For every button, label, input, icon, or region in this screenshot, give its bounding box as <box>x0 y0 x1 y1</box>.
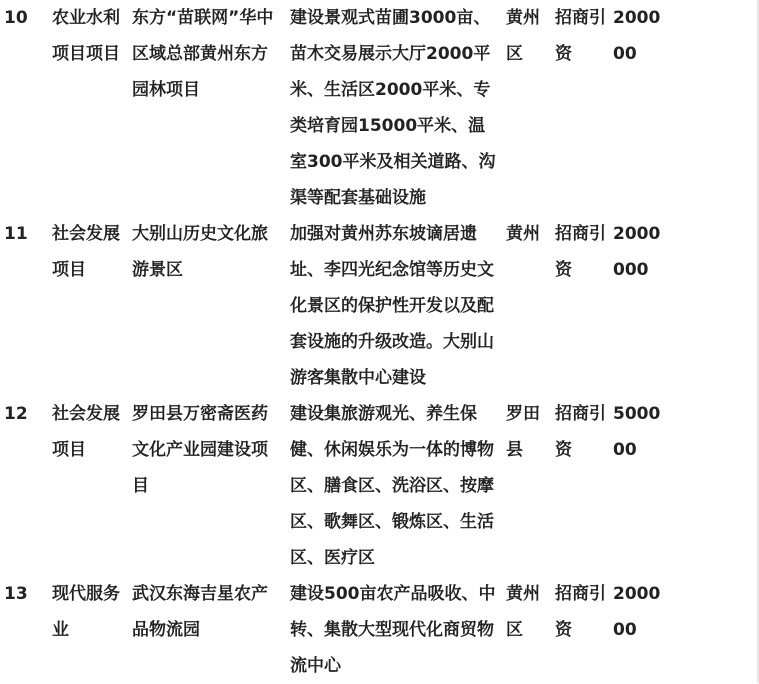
investment-amount: 200000 <box>613 8 661 64</box>
project-category: 社会发展项目 <box>52 224 120 280</box>
cooperation-mode: 招商引资 <box>555 224 606 280</box>
project-content: 建设500亩农产品吸收、中转、集散大型现代化商贸物流中心 <box>290 584 496 676</box>
investment-amount: 200000 <box>613 584 661 640</box>
cooperation-mode: 招商引资 <box>555 8 606 64</box>
project-name: 罗田县万密斋医药文化产业园建设项目 <box>132 404 268 496</box>
table-row <box>0 396 757 576</box>
project-location: 罗田县 <box>506 404 540 460</box>
row-number: 10 <box>4 8 28 28</box>
project-location: 黄州区 <box>506 8 540 64</box>
project-category: 农业水利项目项目 <box>52 8 120 64</box>
investment-amount: 2000000 <box>613 224 661 280</box>
row-number: 13 <box>4 584 28 604</box>
project-content: 建设集旅游观光、养生保健、休闲娱乐为一体的博物区、膳食区、洗浴区、按摩区、歌舞区、锻炼区、生活区、医疗区 <box>290 404 494 568</box>
project-location: 黄州区 <box>506 584 540 640</box>
project-content: 建设景观式苗圃3000亩、苗木交易展示大厅2000平米、生活区2000平米、专类培育园15000平米、温室300平米及相关道路、沟渠等配套基础设施 <box>290 8 496 208</box>
project-name: 大别山历史文化旅游景区 <box>132 224 268 280</box>
cooperation-mode: 招商引资 <box>555 584 606 640</box>
investment-amount: 500000 <box>613 404 661 460</box>
project-name: 武汉东海吉星农产品物流园 <box>132 584 268 640</box>
table-row <box>0 0 757 216</box>
project-content: 加强对黄州苏东坡谪居遗址、李四光纪念馆等历史文化景区的保护性开发以及配套设施的升级改造。大别山游客集散中心建设 <box>290 224 494 388</box>
table-row <box>0 576 757 684</box>
project-category: 社会发展项目 <box>52 404 120 460</box>
row-number: 11 <box>4 224 28 244</box>
row-number: 12 <box>4 404 28 424</box>
table-row <box>0 216 757 396</box>
cooperation-mode: 招商引资 <box>555 404 606 460</box>
project-name: 东方“苗联网”华中区域总部黄州东方园林项目 <box>132 8 274 100</box>
project-location: 黄州 <box>506 224 540 244</box>
project-category: 现代服务业 <box>52 584 120 640</box>
